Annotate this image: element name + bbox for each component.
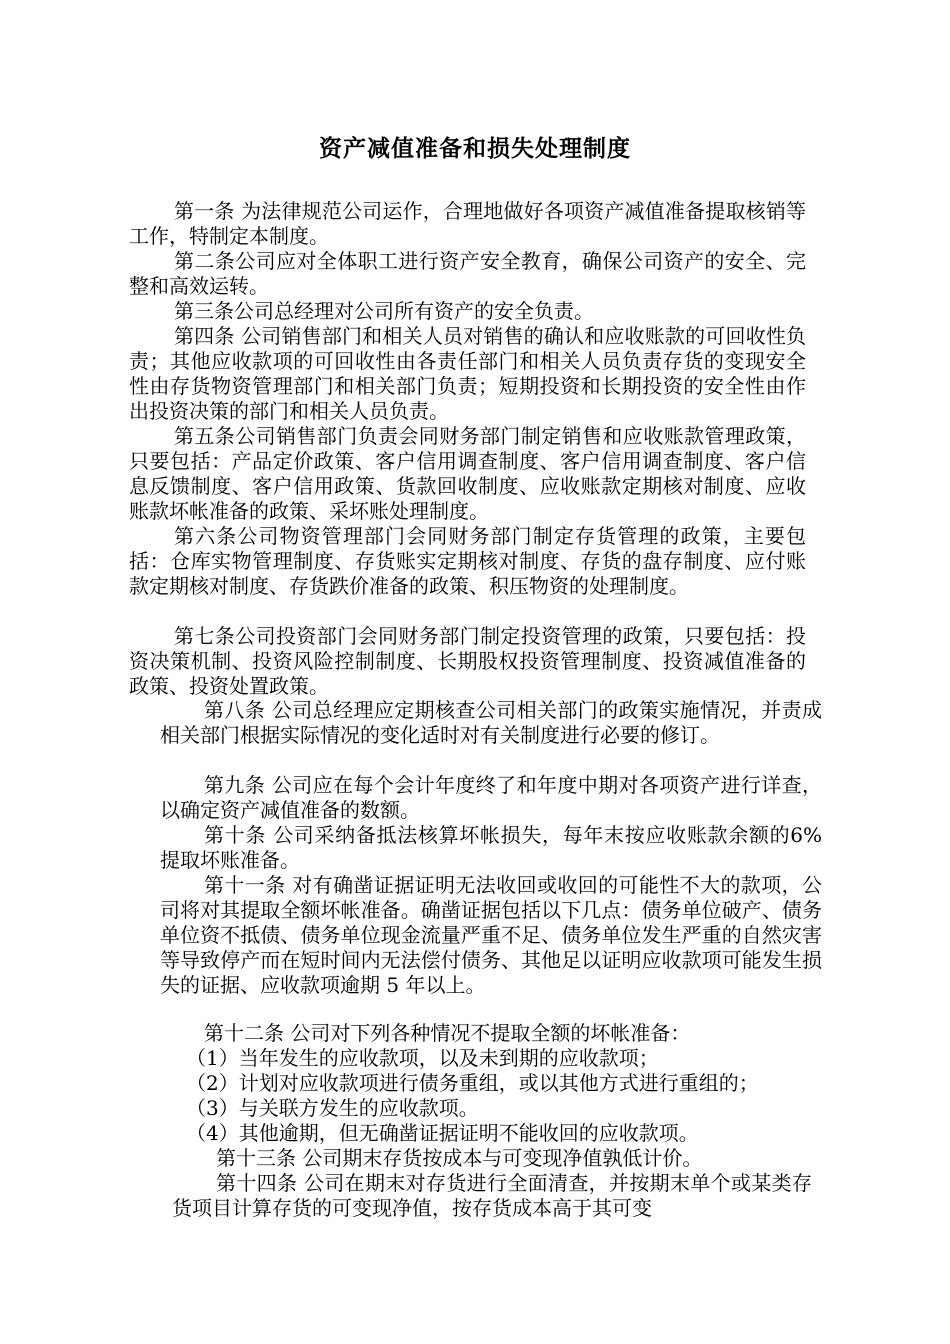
document-title: 资产减值准备和损失处理制度 — [319, 135, 631, 162]
paragraph-article-4: 第四条 公司销售部门和相关人员对销售的确认和应收账款的可回收性负责；其他应收款项的可回收性由各责任部门和相关人员负责存货的变现安全性由存货物资管理部门和相关部门负责；短期投资和长期投资的安全性由作出投资决策的部门和相关人员负责。 — [129, 324, 806, 423]
paragraph-article-6: 第六条公司物资管理部门会同财务部门制定存货管理的政策，主要包括：仓库实物管理制度、存货账实定期核对制度、存货的盘存制度、应付账款定期核对制度、存货跌价准备的政策、积压物资的处理制度。 — [129, 524, 806, 598]
paragraph-article-13: 第十三条 公司期末存货按成本与可变现净值孰低计价。 — [216, 1146, 703, 1170]
list-item-1: （1）当年发生的应收款项，以及未到期的应收款项； — [186, 1046, 659, 1070]
list-item-3: （3）与关联方发生的应收款项。 — [186, 1096, 479, 1120]
paragraph-article-14: 第十四条 公司在期末对存货进行全面清查，并按期末单个或某类存货项目计算存货的可变现净值，按存货成本高于其可变 — [172, 1171, 812, 1220]
paragraph-article-1: 第一条 为法律规范公司运作，合理地做好各项资产减值准备提取核销等工作，特制定本制度。 — [129, 199, 806, 248]
paragraph-article-7: 第七条公司投资部门会同财务部门制定投资管理的政策，只要包括：投资决策机制、投资风险控制制度、长期股权投资管理制度、投资减值准备的政策、投资处置政策。 — [129, 624, 806, 698]
list-item-4: （4）其他逾期，但无确凿证据证明不能收回的应收款项。 — [186, 1121, 699, 1145]
paragraph-article-3: 第三条公司总经理对公司所有资产的安全负责。 — [174, 299, 594, 323]
paragraph-article-12: 第十二条 公司对下列各种情况不提取全额的坏帐准备： — [204, 1021, 691, 1045]
paragraph-article-5: 第五条公司销售部门负责会同财务部门制定销售和应收账款管理政策，只要包括：产品定价政策、客户信用调查制度、客户信用调查制度、客户信息反馈制度、客户信用政策、货款回收制度、应收账款定期核对制度、应收账款坏帐准备的政策、采坏账处理制度。 — [129, 424, 806, 523]
paragraph-article-9: 第九条 公司应在每个会计年度终了和年度中期对各项资产进行详查，以确定资产减值准备的数额。 — [160, 773, 822, 822]
paragraph-article-2: 第二条公司应对全体职工进行资产安全教育，确保公司资产的安全、完整和高效运转。 — [129, 249, 806, 298]
paragraph-article-10: 第十条 公司采纳备抵法核算坏帐损失，每年末按应收账款余额的6%提取坏账准备。 — [160, 823, 822, 872]
paragraph-article-8: 第八条 公司总经理应定期核查公司相关部门的政策实施情况，并责成相关部门根据实际情况的变化适时对有关制度进行必要的修订。 — [160, 698, 822, 747]
list-item-2: （2）计划对应收款项进行债务重组，或以其他方式进行重组的； — [186, 1071, 759, 1095]
paragraph-article-11: 第十一条 对有确凿证据证明无法收回或收回的可能性不大的款项，公司将对其提取全额坏帐准备。确凿证据包括以下几点：债务单位破产、债务单位资不抵债、债务单位现金流量严重不足、债务单位发生严重的自然灾害等导致停产而在短时间内无法偿付债务、其他足以证明应收款项可能发生损失的证据、应收款项逾期 5 年以上。 — [160, 873, 822, 997]
